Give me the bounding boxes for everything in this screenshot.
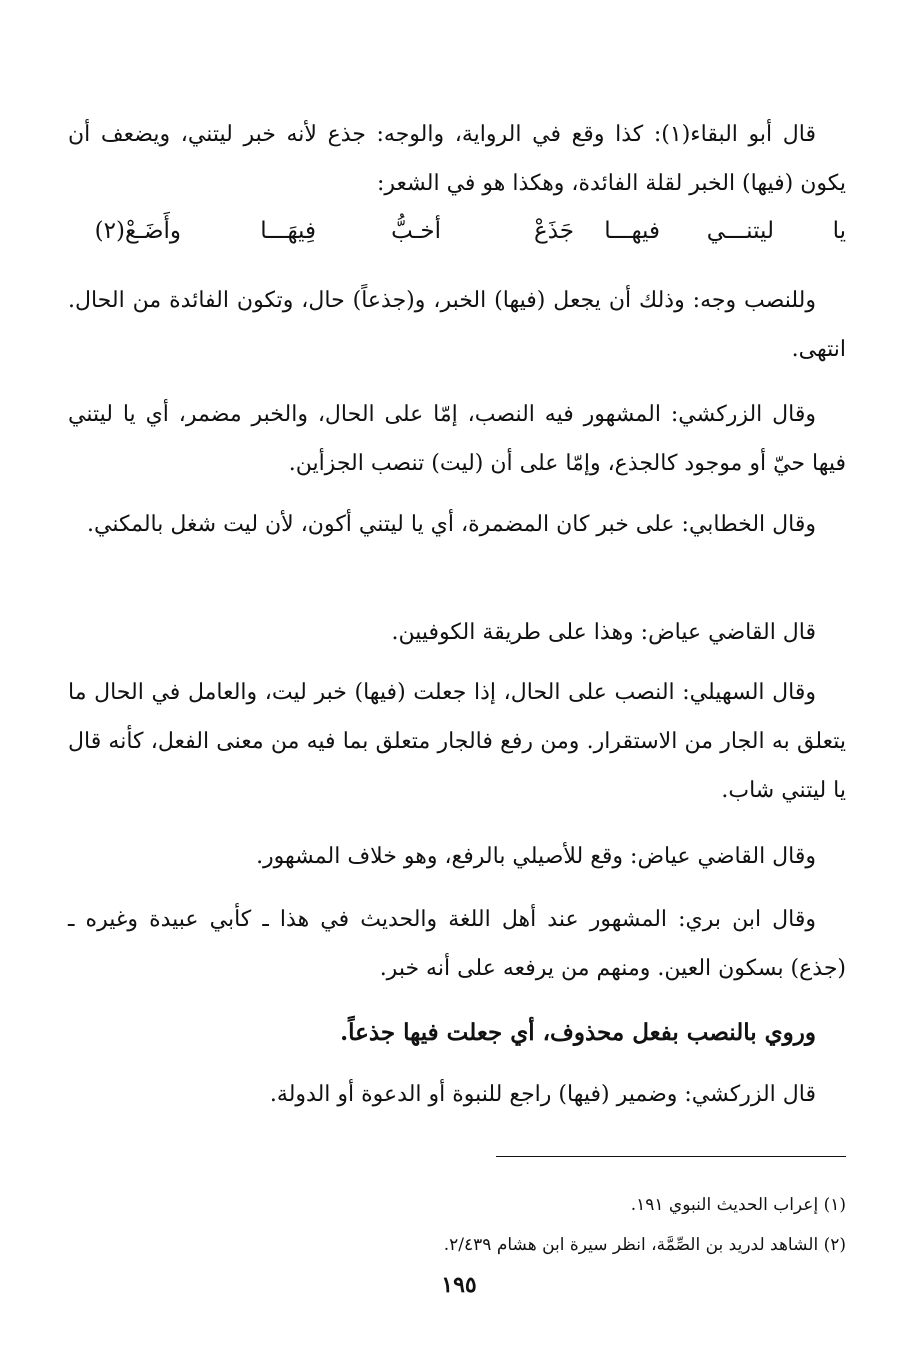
footnote-1: (١) إعراب الحديث النبوي ١٩١.	[630, 1195, 846, 1215]
footnote-divider	[496, 1156, 846, 1157]
verse-word: فِيهَـــا	[260, 218, 316, 244]
verse-word: أخـبُّ	[391, 218, 441, 244]
page-number: ١٩٥	[441, 1272, 477, 1298]
footnote-2: (٢) الشاهد لدريد بن الصِّمَّة، انظر سيرة ابن هشام ٢/٤٣٩.	[443, 1235, 846, 1255]
paragraph-suhayli: وقال السهيلي: النصب على الحال، إذا جعلت (فيها) خبر ليت، والعامل في الحال ما يتعلق به الجار من الاستقرار. ومن رفع فالجار متعلق بما فيه من معنى الفعل، كأنه قال يا ليتني شاب.	[68, 680, 846, 803]
verse-word: فيهـــا	[604, 218, 660, 244]
paragraph-khattabi: وقال الخطابي: على خبر كان المضمرة، أي يا ليتني أكون، لأن ليت شغل بالمكني.	[87, 512, 816, 537]
paragraph-qadi-iyad-1: قال القاضي عياض: وهذا على طريقة الكوفيين.	[391, 620, 816, 645]
paragraph-nasb: وللنصب وجه: وذلك أن يجعل (فيها) الخبر، و(جذعاً) حال، وتكون الفائدة من الحال. انتهى.	[68, 288, 846, 362]
paragraph-qadi-iyad-2: وقال القاضي عياض: وقع للأصيلي بالرفع، وهو خلاف المشهور.	[256, 844, 816, 869]
verse-word: وأَضَـعْ(٢)	[94, 218, 181, 244]
paragraph-rowiya: وروي بالنصب بفعل محذوف، أي جعلت فيها جذعاً.	[340, 1019, 816, 1046]
verse-word: جَذَعْ	[533, 218, 574, 244]
paragraph-zarkashi-2: قال الزركشي: وضمير (فيها) راجع للنبوة أو الدعوة أو الدولة.	[269, 1082, 816, 1107]
verse-word: ليتنـــي	[706, 218, 774, 244]
poetry-verse	[68, 218, 846, 264]
paragraph-ibn-barri: وقال ابن بري: المشهور عند أهل اللغة والحديث في هذا ـ كأبي عبيدة وغيره ـ (جذع) بسكون العين. ومنهم من يرفعه على أنه خبر.	[68, 907, 846, 981]
verse-word: يا	[832, 218, 846, 244]
paragraph-abu-albaqa: قال أبو البقاء(١): كذا وقع في الرواية، والوجه: جذع لأنه خبر ليتني، ويضعف أن يكون (فيها) الخبر لقلة الفائدة، وهكذا هو في الشعر:	[68, 122, 846, 196]
paragraph-zarkashi-1: وقال الزركشي: المشهور فيه النصب، إمّا على الحال، والخبر مضمر، أي يا ليتني فيها حيّ أو موجود كالجذع، وإمّا على أن (ليت) تنصب الجزأين.	[68, 402, 846, 476]
